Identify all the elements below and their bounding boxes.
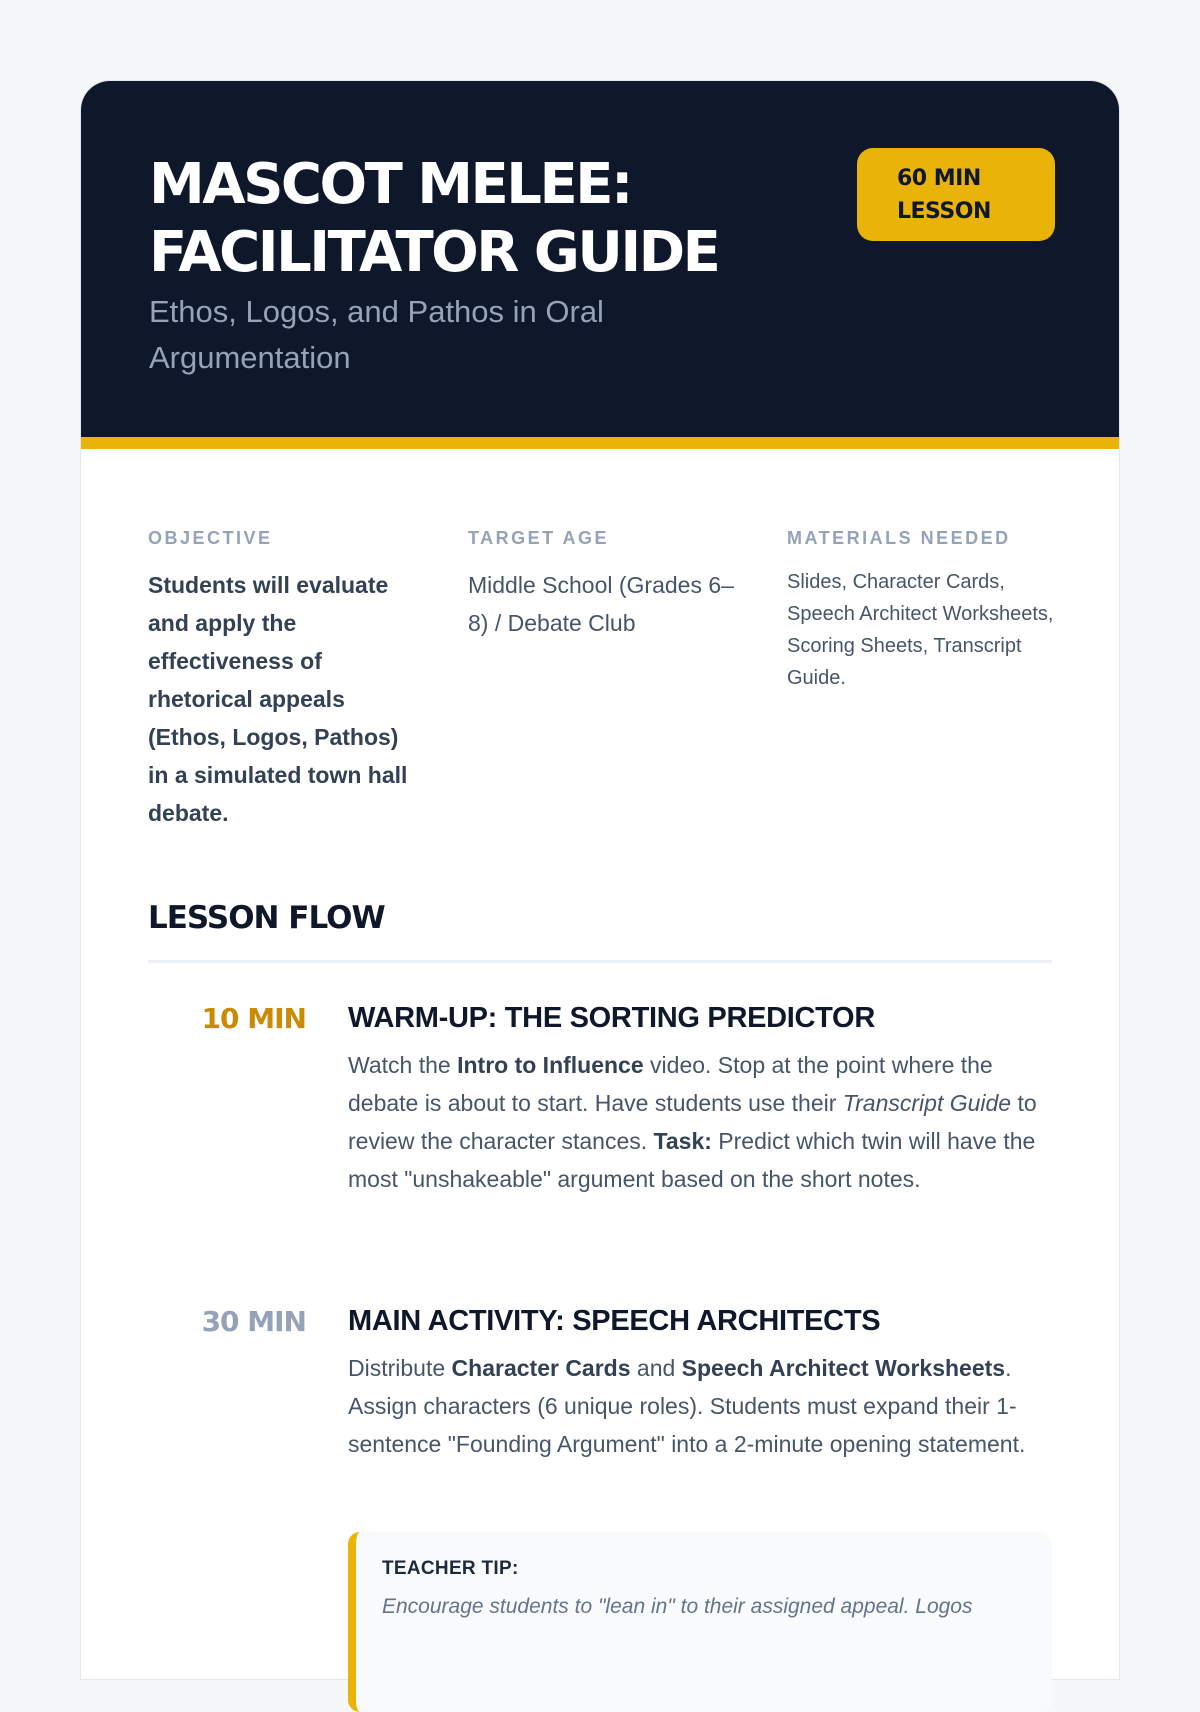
step-1-emphasis-task: Task: xyxy=(653,1128,712,1154)
step-2-emphasis-cards: Character Cards xyxy=(451,1355,631,1381)
duration-badge: 60 MIN LESSON xyxy=(857,148,1055,241)
step-1-text: Watch the xyxy=(348,1052,458,1078)
step-2-body xyxy=(348,1349,1052,1463)
step-1-text: video. Stop at the point where the debate is about to start. Have students use their xyxy=(348,1052,993,1116)
lesson-flow-title: LESSON FLOW xyxy=(148,900,385,936)
section-divider xyxy=(148,960,1052,963)
objective-text: Students will evaluate and apply the effectiveness of rhetorical appeals (Ethos, Logos, Pathos) in a simulated town hall debate. xyxy=(148,572,408,826)
step-1-time: 10 MIN xyxy=(201,1002,306,1035)
page-title: MASCOT MELEE: FACILITATOR GUIDE xyxy=(149,152,719,285)
materials-label: MATERIALS NEEDED xyxy=(787,528,1011,548)
objective-label: OBJECTIVE xyxy=(148,528,273,548)
teacher-tip xyxy=(348,1532,1052,1712)
target-age-text: Middle School (Grades 6–8) / Debate Club xyxy=(468,572,734,636)
step-2-time: 30 MIN xyxy=(201,1305,306,1338)
step-1-emphasis-guide: Transcript Guide xyxy=(842,1090,1012,1116)
step-2-title: MAIN ACTIVITY: SPEECH ARCHITECTS xyxy=(348,1305,881,1337)
page-subtitle: Ethos, Logos, and Pathos in Oral Argumentation xyxy=(149,294,604,375)
step-2-emphasis-worksheets: Speech Architect Worksheets xyxy=(681,1355,1006,1381)
teacher-tip-text: Encourage students to "lean in" to their assigned appeal. Logos xyxy=(382,1595,973,1618)
materials-text: Slides, Character Cards, Speech Architect Worksheets, Scoring Sheets, Transcript Guide. xyxy=(787,571,1054,689)
step-1-title: WARM-UP: THE SORTING PREDICTOR xyxy=(348,1002,875,1034)
step-2-text: and xyxy=(630,1355,682,1381)
step-1-body xyxy=(348,1046,1052,1198)
guide-content xyxy=(80,80,1120,1618)
step-1-text: Predict which twin will have the most "unshakeable" argument based on the short notes. xyxy=(348,1128,1036,1192)
teacher-tip-label: TEACHER TIP: xyxy=(382,1558,519,1579)
step-2-text: Distribute xyxy=(348,1355,452,1381)
target-age-label: TARGET AGE xyxy=(468,528,609,548)
step-2-text: . Assign characters (6 unique roles). Students must expand their 1-sentence "Founding Argument" into a 2-minute opening statement. xyxy=(348,1355,1026,1457)
step-1-text: to review the character stances. xyxy=(348,1090,1037,1154)
step-1-emphasis-video: Intro to Influence xyxy=(457,1052,644,1078)
